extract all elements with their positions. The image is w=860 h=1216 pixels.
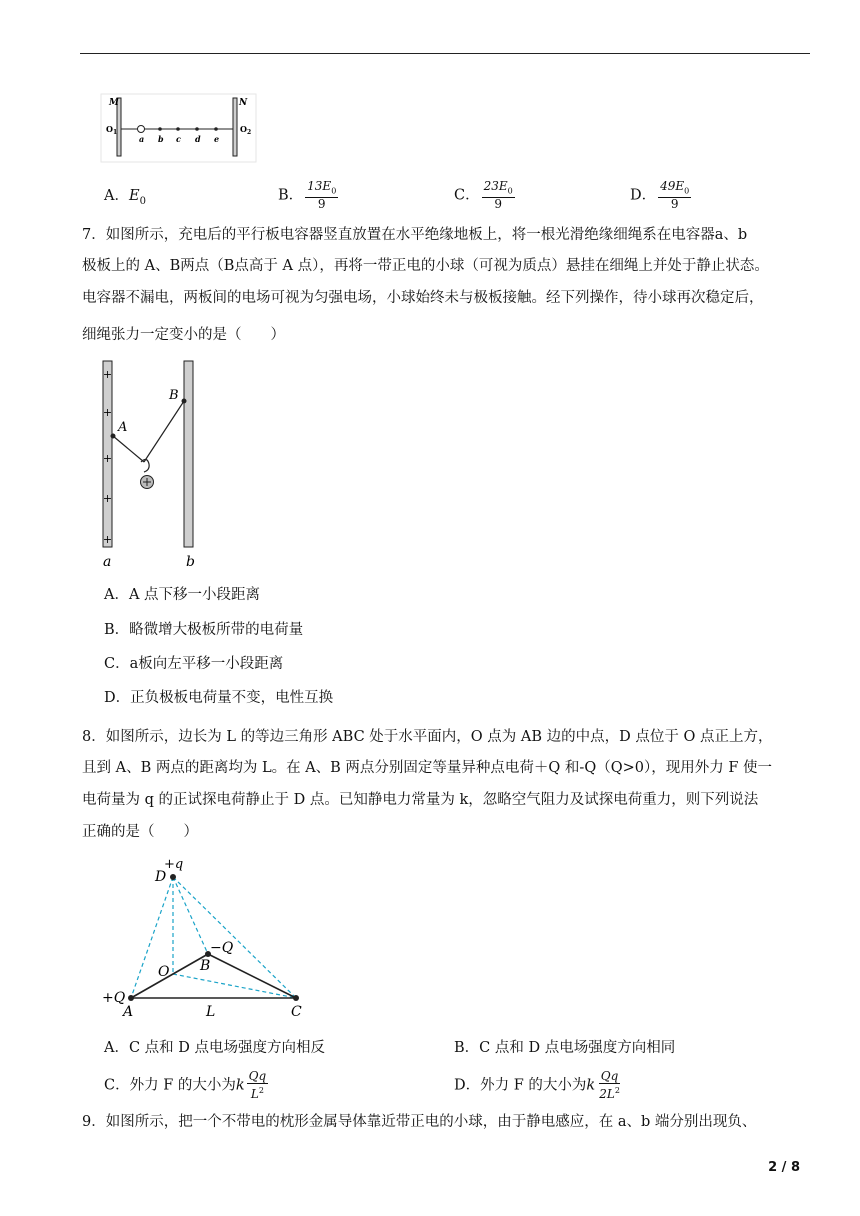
svg-text:+: + bbox=[102, 533, 113, 546]
svg-text:O1: $O_1$ bbox=[106, 124, 118, 136]
figure-q7-capacitor bbox=[96, 358, 216, 574]
label-a: a bbox=[103, 554, 112, 570]
label-c: c bbox=[176, 134, 181, 144]
q6-option-a: A．$E_0$ bbox=[104, 188, 146, 207]
q9-line-1: 9．如图所示，把一个不带电的枕形金属导体靠近带正电的小球，由于静电感应，在 a、b 端分别出现负、 bbox=[82, 1114, 757, 1130]
label-O: O bbox=[158, 964, 170, 980]
q8-line-1: 8．如图所示，边长为 L 的等边三角形 ABC 处于水平面内，O 点为 AB 边的中点，D 点位于 O 点正上方， bbox=[82, 729, 773, 745]
q6-option-d: D． $\frac{49E_0}{9}$ bbox=[630, 179, 690, 212]
q8-line-3: 电荷量为 q 的正试探电荷静止于 D 点。已知静电力常量为 k，忽略空气阻力及试探电荷重力，则下列说法 bbox=[82, 792, 759, 808]
label-a: a bbox=[139, 134, 145, 144]
label-plus-Q: +Q bbox=[102, 990, 126, 1006]
label-A: A bbox=[123, 1004, 134, 1020]
label-plus-q: +q bbox=[164, 857, 184, 872]
q7-option-b: B．略微增大极板所带的电荷量 bbox=[104, 622, 304, 638]
q7-option-a: A．A 点下移一小段距离 bbox=[104, 587, 261, 603]
header-rule bbox=[80, 53, 810, 54]
q7-line-3: 电容器不漏电，两板间的电场可视为匀强电场，小球始终未与极板接触。经下列操作，待小球再次稳定后， bbox=[82, 290, 764, 306]
q7-line-1: 7．如图所示，充电后的平行板电容器竖直放置在水平绝缘地板上，将一根光滑绝缘细绳系在电容器a、b bbox=[82, 227, 748, 243]
label-A: A bbox=[118, 420, 128, 435]
q6-option-c: C． $\frac{23E_0}{9}$ bbox=[454, 179, 513, 212]
q8-line-2: 且到 A、B 两点的距离均为 L。在 A、B 两点分别固定等量异种点电荷＋Q 和-Q（Q>0），现用外力 F 使一 bbox=[82, 760, 772, 776]
label-M: M bbox=[109, 98, 119, 108]
label-B: B bbox=[169, 388, 179, 403]
label-C: C bbox=[291, 1004, 302, 1020]
figure-q6-plates bbox=[100, 92, 258, 164]
label-e: e bbox=[214, 134, 220, 144]
q8-option-d: D．外力 F 的大小为k $\frac{Qq}{2L^2}$ bbox=[454, 1069, 620, 1101]
q7-line-2: 极板上的 A、B两点（B点高于 A 点），再将一带正电的小球（可视为质点）悬挂在细绳上并处于静止状态。 bbox=[82, 258, 769, 274]
q6-option-b: B． $\frac{13E_0}{9}$ bbox=[278, 179, 337, 212]
svg-text:O2: $O_2$ bbox=[240, 124, 252, 136]
q8-option-a: A．C 点和 D 点电场强度方向相反 bbox=[104, 1040, 326, 1056]
label-b: b bbox=[158, 134, 164, 144]
svg-text:+: + bbox=[102, 492, 113, 505]
figure-q8-triangle bbox=[96, 852, 316, 1022]
label-B: B bbox=[200, 958, 211, 974]
label-d: d bbox=[195, 134, 201, 144]
page-number: 2 / 8 bbox=[768, 1160, 800, 1175]
svg-text:+: + bbox=[102, 452, 113, 465]
label-minus-Q: −Q bbox=[210, 940, 234, 956]
label-b: b bbox=[186, 554, 195, 570]
q8-option-c: C．外力 F 的大小为k $\frac{Qq}{L^2}$ bbox=[104, 1069, 267, 1101]
label-D: D bbox=[155, 869, 167, 885]
q8-line-4: 正确的是（ ） bbox=[82, 824, 198, 840]
svg-text:+: + bbox=[102, 368, 113, 381]
q7-option-c: C．a板向左平移一小段距离 bbox=[104, 656, 284, 672]
q8-option-b: B．C 点和 D 点电场强度方向相同 bbox=[454, 1040, 676, 1056]
label-N: N bbox=[239, 98, 248, 108]
label-L: L bbox=[206, 1004, 216, 1020]
svg-text:+: + bbox=[102, 406, 113, 419]
q7-option-d: D．正负极板电荷量不变，电性互换 bbox=[104, 690, 334, 706]
q7-line-4: 细绳张力一定变小的是（ ） bbox=[82, 327, 285, 343]
